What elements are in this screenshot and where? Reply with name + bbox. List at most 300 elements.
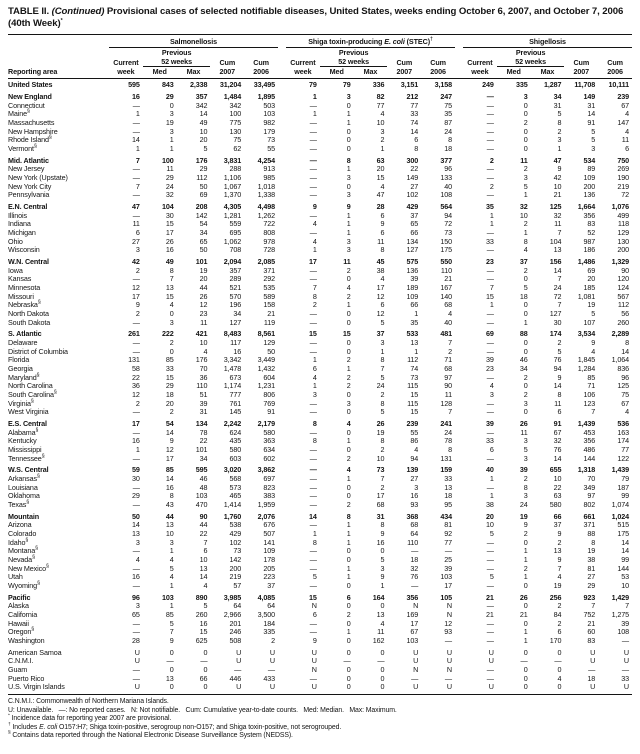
value-cell: 28 <box>132 635 140 645</box>
value-cell: 1 <box>346 219 351 229</box>
value-cell: 3 <box>169 317 174 327</box>
reporting-area-cell: Pennsylvania <box>8 190 50 200</box>
value-cell: — <box>132 338 140 348</box>
value-cell: 15 <box>309 592 317 602</box>
value-cell: 0 <box>203 665 208 675</box>
value-cell: 4 <box>557 673 562 683</box>
value-cell: 14 <box>553 381 562 391</box>
value-cell: 1 <box>380 580 385 590</box>
value-cell: 40 <box>444 181 452 191</box>
reporting-area-cell: Alabama§ <box>8 427 39 437</box>
reporting-area-cell: Mountain <box>8 511 39 521</box>
value-cell: 60 <box>587 627 596 637</box>
table-row <box>8 521 632 530</box>
value-cell: 94 <box>410 453 419 463</box>
value-cell: 50 <box>199 245 208 255</box>
table-row <box>8 547 632 556</box>
value-cell: 10 <box>199 338 208 348</box>
value-cell: 21 <box>553 190 562 200</box>
value-cell: 222 <box>161 329 174 339</box>
table-row <box>8 649 632 658</box>
value-cell: 43 <box>165 499 174 509</box>
value-cell: 17 <box>165 453 174 463</box>
value-cell: — <box>309 265 317 275</box>
value-cell: — <box>486 109 494 119</box>
value-cell: 6 <box>135 228 140 237</box>
value-cell: 11 <box>554 219 562 229</box>
value-cell: — <box>486 338 494 348</box>
value-cell: 2 <box>557 126 562 136</box>
table-section <box>8 649 632 692</box>
value-cell: 0 <box>346 427 351 437</box>
value-cell: 23 <box>199 308 208 318</box>
value-cell: 4,085 <box>257 592 275 602</box>
value-cell: — <box>309 618 317 628</box>
value-cell: 39 <box>486 355 494 365</box>
value-cell: 19 <box>376 427 385 437</box>
footnote-line: * Incidence data for reporting year 2007 are provisional. <box>8 713 172 723</box>
value-cell: 1 <box>346 520 351 530</box>
value-cell: 9 <box>557 529 562 539</box>
value-cell: 141 <box>263 537 275 547</box>
value-cell: — <box>486 427 494 437</box>
value-cell: — <box>486 190 494 200</box>
value-cell: 70 <box>587 474 596 484</box>
value-cell: 0 <box>523 647 528 657</box>
value-cell: 12 <box>444 618 452 628</box>
value-cell: U <box>623 682 629 692</box>
max-label: Max <box>186 67 201 77</box>
value-cell: 1 <box>312 381 317 391</box>
value-cell: 12 <box>165 444 174 454</box>
reporting-area-cell: New England <box>8 92 52 102</box>
value-cell: 1 <box>135 143 140 153</box>
reporting-area-cell: North Carolina <box>8 381 53 391</box>
value-cell: 1,174 <box>223 381 242 391</box>
value-cell: 368 <box>406 511 419 521</box>
reporting-area-cell: Maine§ <box>8 108 30 119</box>
value-cell: 42 <box>553 172 562 182</box>
value-cell: 3,020 <box>223 465 242 475</box>
value-cell: 8 <box>169 491 174 501</box>
value-cell: 127 <box>406 245 419 255</box>
value-cell: — <box>132 274 140 284</box>
year-2007-label: 2007 <box>573 67 590 77</box>
value-cell: 163 <box>617 427 629 437</box>
value-cell: 0 <box>169 682 174 692</box>
value-cell: 602 <box>263 453 275 463</box>
value-cell: 37 <box>410 210 419 220</box>
reporting-area-cell: Georgia <box>8 363 33 373</box>
value-cell: 0 <box>557 665 562 675</box>
value-cell: 21 <box>267 308 275 318</box>
table-section <box>8 466 632 509</box>
value-cell: — <box>132 673 140 683</box>
value-cell: 16 <box>233 346 242 356</box>
value-cell: 503 <box>263 100 275 110</box>
value-cell: 200 <box>583 181 596 191</box>
value-cell: 3 <box>169 126 174 136</box>
value-cell: 39 <box>199 398 208 408</box>
value-cell: 6 <box>312 610 317 620</box>
value-cell: 75 <box>233 135 242 145</box>
value-cell: 11 <box>377 236 385 246</box>
value-cell: 10 <box>519 210 528 220</box>
value-cell: 64 <box>233 601 242 611</box>
value-cell: 7 <box>312 283 317 293</box>
value-cell: — <box>309 444 317 454</box>
reporting-area-cell: Massachusetts <box>8 117 55 127</box>
value-cell: 8 <box>523 236 528 246</box>
value-cell: 3 <box>169 537 174 547</box>
value-cell: 802 <box>583 499 596 509</box>
value-cell: 27 <box>410 474 419 484</box>
value-cell: 22 <box>553 482 562 492</box>
value-cell: 15 <box>309 329 317 339</box>
value-cell: 6 <box>380 228 385 237</box>
current-label: Current <box>290 58 316 68</box>
value-cell: 7 <box>380 474 385 484</box>
cum-label: Cum <box>607 58 623 68</box>
value-cell: 78 <box>199 427 208 437</box>
value-cell: 0 <box>346 308 351 318</box>
value-cell: — <box>132 482 140 492</box>
reporting-area-cell: Montana§ <box>8 545 38 556</box>
value-cell: 189 <box>406 283 419 293</box>
value-cell: 73 <box>233 546 242 556</box>
table-row <box>8 539 632 548</box>
value-cell: 349 <box>583 482 596 492</box>
value-cell: 91 <box>553 419 562 429</box>
value-cell: 1 <box>346 300 351 310</box>
value-cell: U <box>488 682 494 692</box>
value-cell: 109 <box>263 546 275 556</box>
table-row <box>8 501 632 510</box>
value-cell: — <box>486 555 494 564</box>
value-cell: 14 <box>165 474 174 484</box>
value-cell: 39 <box>519 465 528 475</box>
value-cell: 2 <box>135 308 140 318</box>
value-cell: 17 <box>444 580 452 590</box>
reporting-area-cell: Minnesota <box>8 283 41 293</box>
value-cell: 3 <box>346 190 351 200</box>
value-cell: 139 <box>406 465 419 475</box>
value-cell: 0 <box>169 100 174 110</box>
value-cell: — <box>309 117 317 127</box>
value-cell: 2 <box>380 135 385 145</box>
value-cell: 1,760 <box>223 511 242 521</box>
value-cell: 5 <box>489 529 494 539</box>
value-cell: 144 <box>617 563 629 573</box>
table-row <box>8 145 632 154</box>
value-cell: 10 <box>486 520 494 530</box>
value-cell: 10 <box>621 580 629 590</box>
value-cell: 0 <box>523 143 528 153</box>
value-cell: 29 <box>165 381 174 391</box>
value-cell: 20 <box>199 274 208 284</box>
value-cell: 36 <box>199 372 208 382</box>
table-row <box>8 258 632 267</box>
value-cell: 110 <box>440 265 452 275</box>
value-cell: 50 <box>132 511 140 521</box>
value-cell: 342 <box>195 100 208 110</box>
value-cell: 31 <box>553 100 562 110</box>
value-cell: 336 <box>372 80 385 90</box>
value-cell: — <box>309 190 317 200</box>
value-cell: 82 <box>376 92 385 102</box>
value-cell: 100 <box>161 155 174 165</box>
value-cell: 102 <box>406 190 419 200</box>
value-cell: 2 <box>346 372 351 382</box>
value-cell: 0 <box>380 546 385 556</box>
value-cell: 8 <box>312 291 317 301</box>
value-cell: 0 <box>203 682 208 692</box>
value-cell: 982 <box>263 117 275 127</box>
reporting-area-cell: Rhode Island§ <box>8 134 52 145</box>
value-cell: — <box>486 563 494 573</box>
value-cell: 1 <box>312 92 317 102</box>
value-cell: 1 <box>169 580 174 590</box>
value-cell: 14 <box>621 537 629 547</box>
value-cell: — <box>377 656 385 666</box>
value-cell: 93 <box>410 499 419 509</box>
value-cell: 0 <box>523 407 528 417</box>
value-cell: 13 <box>199 563 208 573</box>
value-cell: 176 <box>195 355 208 365</box>
value-cell: 0 <box>346 181 351 191</box>
value-cell: 15 <box>165 219 174 229</box>
value-cell: — <box>588 665 596 675</box>
reporting-area-cell: Missouri <box>8 291 34 301</box>
value-cell: 2 <box>380 444 385 454</box>
value-cell: N <box>446 610 452 620</box>
column-group-stec: Shiga toxin-producing E. coli (STEC)† <box>286 37 455 48</box>
value-cell: 11 <box>554 398 562 408</box>
value-cell: 9 <box>557 372 562 382</box>
value-cell: 1,287 <box>544 80 562 90</box>
value-cell: 170 <box>549 635 562 645</box>
reporting-area-cell: South Carolina§ <box>8 389 57 399</box>
value-cell: 357 <box>195 92 208 102</box>
table-row <box>8 666 632 675</box>
value-cell: 79 <box>309 80 317 90</box>
table-section <box>8 203 632 255</box>
value-cell: 0 <box>523 338 528 348</box>
value-cell: 14 <box>309 511 317 521</box>
table-row <box>8 293 632 302</box>
value-cell: — <box>309 520 317 530</box>
value-cell: 81 <box>444 520 452 530</box>
value-cell: 11 <box>200 317 208 327</box>
value-cell: U <box>488 656 494 666</box>
value-cell: 83 <box>587 635 596 645</box>
value-cell: 0 <box>557 682 562 692</box>
value-cell: 14 <box>553 265 562 275</box>
value-cell: 3 <box>591 143 596 153</box>
table-section <box>8 594 632 646</box>
value-cell: 108 <box>440 190 452 200</box>
value-cell: 20 <box>587 274 596 284</box>
value-cell: 4 <box>448 308 452 318</box>
value-cell: 39 <box>621 618 629 628</box>
value-cell: 112 <box>407 355 419 365</box>
value-cell: 4 <box>625 407 629 417</box>
value-cell: 300 <box>406 155 419 165</box>
value-cell: 1 <box>346 363 351 373</box>
table-row <box>8 513 632 522</box>
table-row <box>8 565 632 574</box>
reporting-area-label: Reporting area <box>8 67 58 77</box>
value-cell: 7 <box>135 155 140 165</box>
value-cell: 73 <box>267 135 275 145</box>
value-cell: 1,439 <box>577 419 596 429</box>
value-cell: 64 <box>410 529 419 539</box>
value-cell: 24 <box>519 499 528 509</box>
value-cell: 15 <box>410 389 419 399</box>
footnotes <box>8 695 632 741</box>
reporting-area-cell: Washington <box>8 635 45 645</box>
table-row <box>8 582 632 591</box>
value-cell: 85 <box>165 355 174 365</box>
value-cell: 239 <box>406 419 419 429</box>
value-cell: 22 <box>199 529 208 539</box>
reporting-area-cell: E.S. Central <box>8 419 47 429</box>
value-cell: 175 <box>440 245 452 255</box>
value-cell: 3 <box>380 126 385 136</box>
value-cell: 289 <box>229 274 242 284</box>
value-cell: 115 <box>407 381 419 391</box>
value-cell: U <box>311 656 317 666</box>
value-cell: 145 <box>229 407 242 417</box>
table-row <box>8 203 632 212</box>
reporting-area-cell: New Jersey <box>8 164 45 174</box>
reporting-area-cell: Utah <box>8 572 23 582</box>
value-cell: 377 <box>440 155 452 165</box>
value-cell: 4 <box>380 109 385 119</box>
value-cell: 156 <box>549 257 562 267</box>
value-cell: 1 <box>312 355 317 365</box>
value-cell: 843 <box>161 80 174 90</box>
table-row <box>8 165 632 174</box>
value-cell: 256 <box>549 592 562 602</box>
value-cell: 186 <box>583 245 596 255</box>
value-cell: — <box>309 164 317 174</box>
value-cell: 46 <box>199 474 208 484</box>
table-row <box>8 602 632 611</box>
reporting-area-cell: Louisiana <box>8 482 38 492</box>
value-cell: 117 <box>230 338 242 348</box>
value-cell: 37 <box>519 257 528 267</box>
header-rule <box>8 76 632 79</box>
value-cell: 8 <box>346 155 351 165</box>
value-cell: — <box>267 665 275 675</box>
value-cell: 23 <box>486 257 494 267</box>
value-cell: 10 <box>199 126 208 136</box>
value-cell: 33 <box>486 236 494 246</box>
value-cell: 2,338 <box>190 80 208 90</box>
value-cell: 775 <box>229 117 242 127</box>
value-cell: 12 <box>376 291 385 301</box>
value-cell: 7 <box>448 407 452 417</box>
value-cell: 0 <box>346 682 351 692</box>
med-label: Med <box>152 67 167 77</box>
value-cell: 14 <box>621 546 629 556</box>
value-cell: 1,478 <box>223 363 242 373</box>
value-cell: 125 <box>617 381 629 391</box>
value-cell: 12 <box>376 308 385 318</box>
value-cell: 39 <box>410 274 419 284</box>
value-cell: 3 <box>346 236 351 246</box>
value-cell: 2 <box>169 338 174 348</box>
value-cell: 1 <box>169 135 174 145</box>
value-cell: 129 <box>617 228 629 237</box>
value-cell: 105 <box>440 592 452 602</box>
table-row <box>8 657 632 666</box>
value-cell: 9 <box>557 164 562 174</box>
table-row <box>8 475 632 484</box>
value-cell: 1 <box>523 228 528 237</box>
value-cell: 470 <box>195 499 208 509</box>
value-cell: U <box>134 647 140 657</box>
value-cell: U <box>134 656 140 666</box>
table-row <box>8 339 632 348</box>
value-cell: — <box>309 126 317 136</box>
value-cell: 634 <box>263 444 275 454</box>
value-cell: U <box>269 647 275 657</box>
value-cell: 50 <box>267 346 275 356</box>
value-cell: 13 <box>165 673 174 683</box>
value-cell: 26 <box>165 236 174 246</box>
table-row <box>8 637 632 646</box>
year-2006-label: 2006 <box>607 67 623 77</box>
value-cell: 20 <box>376 164 385 174</box>
value-cell: 0 <box>346 673 351 683</box>
value-cell: 50 <box>199 181 208 191</box>
value-cell: 73 <box>410 372 419 382</box>
value-cell: 356 <box>406 592 419 602</box>
reporting-area-cell: American Samoa <box>8 647 62 657</box>
value-cell: 752 <box>583 610 596 620</box>
value-cell: 987 <box>583 236 596 246</box>
value-cell: 8 <box>591 537 596 547</box>
value-cell: — <box>486 580 494 590</box>
value-cell: 7 <box>380 363 385 373</box>
reporting-area-cell: Wisconsin <box>8 245 40 255</box>
value-cell: 73 <box>376 465 385 475</box>
reporting-area-cell: Kentucky <box>8 436 37 446</box>
week-label: week <box>471 67 489 77</box>
value-cell: 99 <box>621 555 629 564</box>
value-cell: 1 <box>414 346 419 356</box>
value-cell: — <box>309 482 317 492</box>
value-cell: — <box>132 190 140 200</box>
value-cell: 5 <box>557 346 562 356</box>
value-cell: 0 <box>523 308 528 318</box>
value-cell: 1 <box>312 529 317 539</box>
value-cell: 32 <box>553 210 562 220</box>
table-row <box>8 611 632 620</box>
value-cell: 112 <box>617 300 629 310</box>
value-cell: 88 <box>587 529 596 539</box>
value-cell: 85 <box>587 372 596 382</box>
value-cell: 18 <box>165 389 174 399</box>
reporting-area-cell: Oregon§ <box>8 626 35 637</box>
value-cell: — <box>486 164 494 174</box>
value-cell: 85 <box>165 465 174 475</box>
value-cell: 119 <box>263 317 275 327</box>
value-cell: 96 <box>621 372 629 382</box>
value-cell: 175 <box>617 529 629 539</box>
